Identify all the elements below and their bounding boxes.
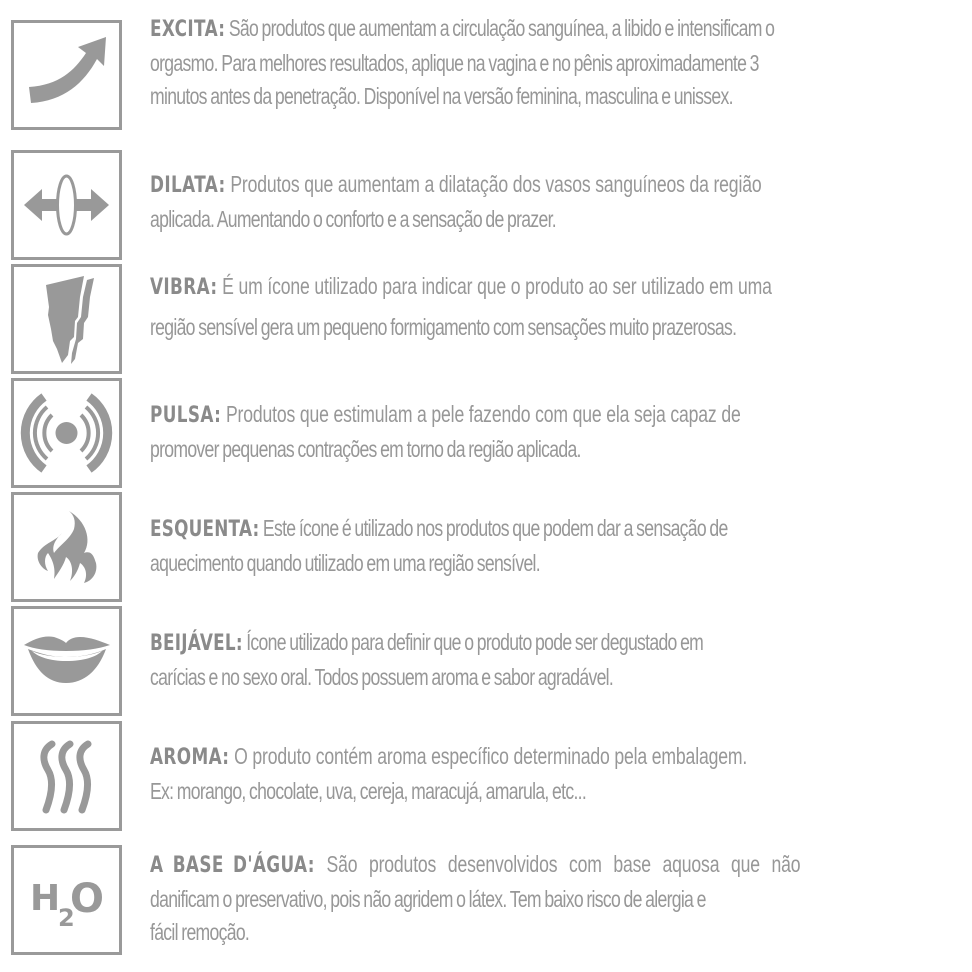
flame-icon bbox=[14, 495, 119, 599]
description-vibra: VIBRA: É um ícone utilizado para indicar que o produto ao ser utilizado em uma região sensível gera um pequeno formigamento com sensações muito prazerosas. bbox=[150, 273, 772, 340]
label-beijavel: BEIJÁVEL: bbox=[150, 631, 243, 656]
icon-box-base-agua bbox=[11, 845, 122, 955]
description-base-agua: A BASE D'ÁGUA: São produtos desenvolvidos com base aquosa que não danificam o preservativo, pois não agridem o látex. Tem baixo risco de alergia e fácil remoção. bbox=[150, 851, 801, 945]
icon-box-excita bbox=[11, 20, 122, 130]
description-pulsa: PULSA: Produtos que estimulam a pele fazendo com que ela seja capaz de promover pequenas contrações em torno da região aplicada. bbox=[150, 401, 741, 462]
aroma-waves-icon bbox=[14, 724, 119, 828]
label-dilata: DILATA: bbox=[150, 173, 226, 198]
description-esquenta: ESQUENTA: Este ícone é utilizado nos produtos que podem dar a sensação de aquecimento quando utilizado em uma região sensível. bbox=[150, 515, 728, 576]
description-beijavel: BEIJÁVEL: Ícone utilizado para definir que o produto pode ser degustado em carícias e no sexo oral. Todos possuem aroma e sabor agradável. bbox=[150, 629, 704, 690]
curved-arrow-up-icon bbox=[14, 23, 119, 127]
dilate-arrows-icon bbox=[14, 153, 119, 257]
label-aroma: AROMA: bbox=[150, 745, 230, 770]
lips-icon bbox=[14, 609, 119, 713]
svg-text:2: 2 bbox=[58, 904, 75, 932]
icon-box-pulsa bbox=[11, 378, 122, 488]
icon-box-esquenta bbox=[11, 492, 122, 602]
vibration-bolt-icon bbox=[14, 267, 119, 371]
pulse-waves-icon bbox=[14, 381, 119, 485]
h2o-icon bbox=[14, 848, 119, 952]
description-aroma: AROMA: O produto contém aroma específico determinado pela embalagem. Ex: morango, chocolate, uva, cereja, maracujá, amarula, etc... bbox=[150, 743, 748, 804]
label-base-agua: A BASE D'ÁGUA: bbox=[150, 853, 315, 878]
label-excita: EXCITA: bbox=[150, 17, 226, 42]
svg-text:O: O bbox=[70, 876, 105, 922]
label-esquenta: ESQUENTA: bbox=[150, 517, 260, 542]
icon-box-dilata bbox=[11, 150, 122, 260]
description-excita: EXCITA: São produtos que aumentam a circulação sanguínea, a libido e intensificam o orgasmo. Para melhores resultados, aplique na vagina e no pênis aproximadamente 3 minutos antes da penetração. Disponível na versão feminina, masculina e unissex. bbox=[150, 15, 775, 109]
icon-box-vibra bbox=[11, 264, 122, 374]
icon-box-beijavel bbox=[11, 606, 122, 716]
svg-text:H: H bbox=[30, 878, 61, 919]
label-pulsa: PULSA: bbox=[150, 403, 222, 428]
icon-box-aroma bbox=[11, 721, 122, 831]
description-dilata: DILATA: Produtos que aumentam a dilatação dos vasos sanguíneos da região aplicada. Aumentando o conforto e a sensação de prazer. bbox=[150, 171, 762, 232]
label-vibra: VIBRA: bbox=[150, 275, 218, 300]
